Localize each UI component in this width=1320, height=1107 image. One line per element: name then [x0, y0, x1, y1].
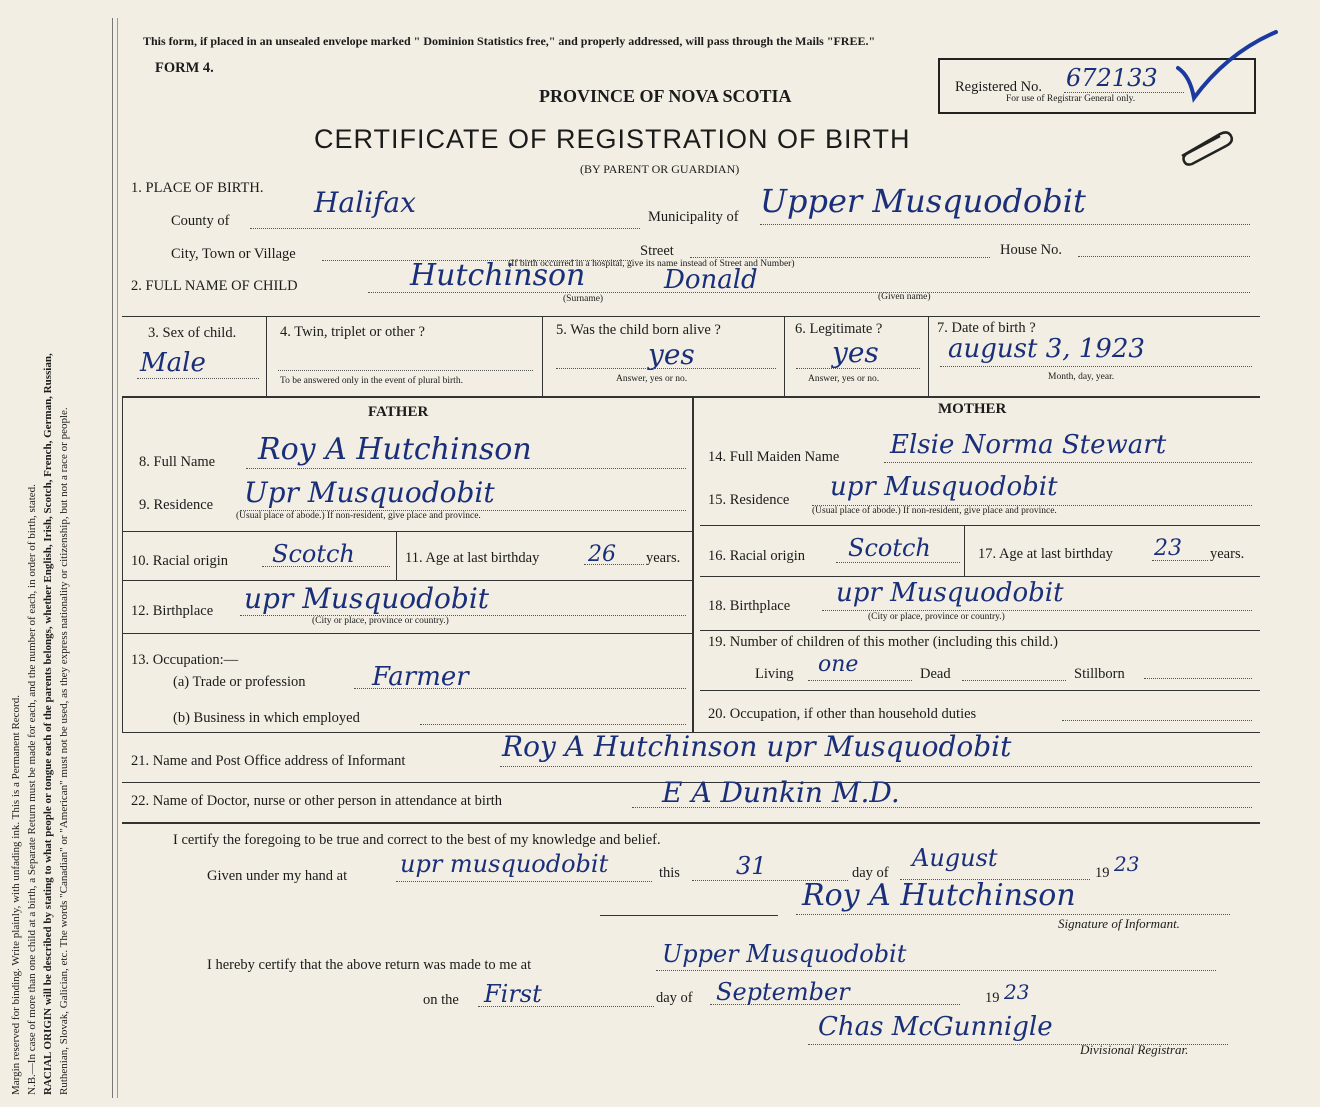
registrar-place-value: Upper Musquodobit	[662, 940, 907, 968]
row3-divider-2	[542, 316, 543, 396]
municipality-label: Municipality of	[648, 209, 739, 225]
twin-note: To be answered only in the event of plural birth.	[280, 376, 463, 386]
doctor-value: E A Dunkin M.D.	[662, 776, 900, 809]
informant-label: 21. Name and Post Office address of Informant	[131, 753, 406, 769]
mother-name-rule	[884, 462, 1252, 463]
margin-line-4: Ruthenian, Slovak, Galician, etc. The words "Canadian" or "American" must not be used, as they express nationality or citizenship, but not a race or people.	[58, 407, 70, 1095]
mother-birthplace-value: upr Musquodobit	[836, 578, 1064, 608]
mother-occupation-rule	[1062, 720, 1252, 721]
father-heading: FATHER	[368, 404, 429, 420]
registrar-place-rule	[656, 970, 1216, 971]
legitimate-note: Answer, yes or no.	[808, 374, 880, 384]
given-under-hand-label: Given under my hand at	[207, 868, 348, 884]
mother-age-value: 23	[1154, 536, 1182, 561]
mail-notice: This form, if placed in an unsealed envelope marked " Dominion Statistics free," and properly addressed, will pass through the Mails "FREE."	[143, 34, 876, 48]
row3-divider-3	[784, 316, 785, 396]
mother-race-label: 16. Racial origin	[708, 548, 806, 564]
sex-rule	[137, 378, 259, 379]
registrar-day-of-label: day of	[656, 990, 693, 1006]
house-label: House No.	[1000, 242, 1063, 258]
father-name-rule	[246, 468, 686, 469]
father-years-label: years.	[646, 550, 681, 566]
informant-signature: Roy A Hutchinson	[802, 878, 1076, 913]
child-given-value: Donald	[664, 265, 758, 295]
certify-year-value: 23	[1114, 852, 1140, 876]
parents-rule-6	[700, 630, 1260, 631]
registrar-statement: I hereby certify that the above return was made to me at	[207, 957, 532, 973]
row3-divider-1	[266, 316, 267, 396]
dob-label: 7. Date of birth ?	[937, 320, 1036, 336]
hospital-note: (If birth occurred in a hospital, give its name instead of Street and Number)	[508, 259, 795, 269]
born-alive-note: Answer, yes or no.	[616, 374, 688, 384]
stillborn-rule	[1144, 678, 1252, 679]
informant-signature-rule	[796, 914, 1230, 915]
legitimate-value: yes	[832, 336, 879, 369]
father-birthplace-rule	[240, 615, 686, 616]
mother-race-rule	[836, 562, 960, 563]
doctor-rule	[632, 807, 1252, 808]
row3-divider-4	[928, 316, 929, 396]
registrar-month-value: September	[716, 978, 850, 1006]
registrar-year-value: 23	[1004, 980, 1030, 1004]
mother-birthplace-label: 18. Birthplace	[708, 598, 791, 614]
form-number: FORM 4.	[155, 60, 214, 76]
margin-line-2: N.B.—In case of more than one child at a birth, a Separate Return must be made for each, and the number of each, in order of birth, stated.	[26, 484, 38, 1095]
legitimate-label: 6. Legitimate ?	[795, 321, 883, 337]
father-age-label: 11. Age at last birthday	[405, 550, 540, 566]
registered-number: 672133	[1066, 64, 1158, 92]
registered-label: Registered No.	[955, 79, 1042, 95]
father-birthplace-value: upr Musquodobit	[244, 582, 490, 615]
father-age-value: 26	[588, 542, 616, 567]
father-birthplace-label: 12. Birthplace	[131, 603, 214, 619]
signature-short-rule	[600, 915, 778, 916]
father-age-rule	[584, 564, 644, 565]
mother-name-label: 14. Full Maiden Name	[708, 449, 840, 465]
mother-occupation-label: 20. Occupation, if other than household duties	[708, 706, 977, 722]
dead-label: Dead	[920, 666, 951, 682]
born-alive-label: 5. Was the child born alive ?	[556, 322, 721, 338]
father-race-rule	[262, 566, 390, 567]
city-label: City, Town or Village	[171, 246, 296, 262]
registrar-day-rule	[478, 1006, 654, 1007]
parents-rule-1	[122, 531, 692, 532]
county-label: County of	[171, 213, 230, 229]
parents-rule-4	[700, 576, 1260, 577]
street-label: Street	[640, 243, 674, 259]
parents-left-border	[122, 396, 123, 732]
municipality-value: Upper Musquodobit	[760, 182, 1086, 220]
check-mark-icon	[1172, 28, 1282, 108]
mother-age-label: 17. Age at last birthday	[978, 546, 1113, 562]
mother-residence-note: (Usual place of abode.) If non-resident, give place and province.	[812, 506, 1057, 516]
father-trade-value: Farmer	[372, 662, 469, 692]
registrar-signature: Chas McGunnigle	[818, 1012, 1053, 1042]
given-place-rule	[396, 881, 652, 882]
given-place-value: upr musquodobit	[400, 850, 609, 878]
house-rule	[1078, 256, 1250, 257]
province-heading: PROVINCE OF NOVA SCOTIA	[539, 86, 792, 106]
this-day-value: 31	[736, 852, 767, 880]
father-residence-note: (Usual place of abode.) If non-resident, give place and province.	[236, 511, 481, 521]
margin-instructions	[8, 5, 72, 1095]
dob-rule	[940, 366, 1252, 367]
registrar-month-rule	[710, 1004, 960, 1005]
father-residence-label: 9. Residence	[139, 497, 214, 513]
father-business-label: (b) Business in which employed	[173, 710, 360, 726]
father-business-rule	[420, 724, 686, 725]
mother-race-value: Scotch	[848, 534, 931, 562]
father-trade-label: (a) Trade or profession	[173, 674, 306, 690]
parents-rule-3	[122, 580, 692, 581]
mother-heading: MOTHER	[938, 401, 1007, 417]
mother-age-divider	[964, 525, 965, 576]
father-birthplace-note: (City or place, province or country.)	[312, 616, 449, 626]
father-trade-rule	[354, 688, 686, 689]
mother-years-label: years.	[1210, 546, 1245, 562]
county-value: Halifax	[314, 186, 416, 219]
certify-year-prefix: 19	[1095, 865, 1110, 881]
surname-caption: (Surname)	[563, 294, 604, 304]
mother-residence-value: upr Musquodobit	[830, 472, 1058, 502]
certificate-title: CERTIFICATE OF REGISTRATION OF BIRTH	[314, 124, 911, 154]
paper-clip-icon	[1176, 126, 1236, 166]
margin-line-1: Margin reserved for binding. Write plainly, with unfading ink. This is a Permanent Record.	[10, 695, 22, 1095]
dob-note: Month, day, year.	[1048, 372, 1115, 382]
municipality-rule	[760, 224, 1250, 225]
margin-line-3: RACIAL ORIGIN will be described by stating to what people or tongue each of the parents belongs, whether English, Irish, Scotch, French, German, Russian,	[42, 353, 54, 1095]
registrar-use-note: For use of Registrar General only.	[1006, 94, 1136, 104]
doctor-separator	[122, 822, 1260, 824]
mother-children-label: 19. Number of children of this mother (including this child.)	[708, 634, 1058, 650]
twin-label: 4. Twin, triplet or other ?	[280, 324, 425, 340]
informant-certify-statement: I certify the foregoing to be true and correct to the best of my knowledge and belief.	[173, 832, 661, 848]
day-of-label: day of	[852, 865, 889, 881]
father-race-value: Scotch	[272, 540, 355, 568]
on-the-label: on the	[423, 992, 459, 1008]
dead-rule	[962, 680, 1066, 681]
county-rule	[250, 228, 640, 229]
binding-margin-line-2	[117, 18, 118, 1098]
mother-birthplace-note: (City or place, province or country.)	[868, 612, 1005, 622]
parents-rule-7	[700, 690, 1260, 691]
child-name-rule	[368, 292, 1250, 293]
parents-rule-5	[122, 633, 692, 634]
father-race-label: 10. Racial origin	[131, 553, 229, 569]
living-label: Living	[755, 666, 794, 682]
child-name-label: 2. FULL NAME OF CHILD	[131, 278, 298, 294]
living-value: one	[818, 652, 859, 677]
binding-margin-line	[112, 18, 113, 1098]
mother-birthplace-rule	[822, 610, 1252, 611]
father-residence-value: Upr Musquodobit	[244, 476, 495, 509]
born-alive-rule	[556, 368, 776, 369]
child-surname-value: Hutchinson	[410, 258, 586, 293]
mother-residence-label: 15. Residence	[708, 492, 790, 508]
dob-value: august 3, 1923	[948, 334, 1145, 364]
informant-value: Roy A Hutchinson upr Musquodobit	[502, 730, 1012, 763]
mother-age-rule	[1152, 560, 1208, 561]
certify-month-value: August	[912, 844, 998, 872]
row3-bottom-border	[122, 396, 1260, 398]
row3-top-border	[122, 316, 1260, 317]
this-label: this	[659, 865, 680, 881]
parents-divider	[692, 396, 694, 732]
father-name-value: Roy A Hutchinson	[258, 432, 532, 467]
given-name-caption: (Given name)	[878, 292, 931, 302]
informant-signature-caption: Signature of Informant.	[1058, 916, 1180, 931]
mother-name-value: Elsie Norma Stewart	[890, 430, 1167, 460]
registered-rule	[1064, 92, 1184, 93]
father-occupation-label: 13. Occupation:—	[131, 652, 239, 668]
parents-rule-2	[700, 525, 1260, 526]
registrar-day-value: First	[484, 980, 542, 1008]
sex-label: 3. Sex of child.	[148, 325, 237, 341]
born-alive-value: yes	[648, 338, 695, 371]
registrar-caption: Divisional Registrar.	[1080, 1042, 1189, 1057]
informant-rule	[500, 766, 1252, 767]
legitimate-rule	[796, 368, 920, 369]
place-of-birth-label: 1. PLACE OF BIRTH.	[131, 180, 264, 196]
father-name-label: 8. Full Name	[139, 454, 216, 470]
twin-rule	[278, 370, 533, 371]
doctor-label: 22. Name of Doctor, nurse or other person in attendance at birth	[131, 793, 503, 809]
father-age-divider	[396, 531, 397, 580]
stillborn-label: Stillborn	[1074, 666, 1125, 682]
street-rule	[690, 257, 990, 258]
certificate-subtitle: (BY PARENT OR GUARDIAN)	[580, 162, 740, 176]
sex-value: Male	[140, 348, 206, 378]
registrar-year-prefix: 19	[985, 990, 1000, 1006]
living-rule	[808, 680, 912, 681]
